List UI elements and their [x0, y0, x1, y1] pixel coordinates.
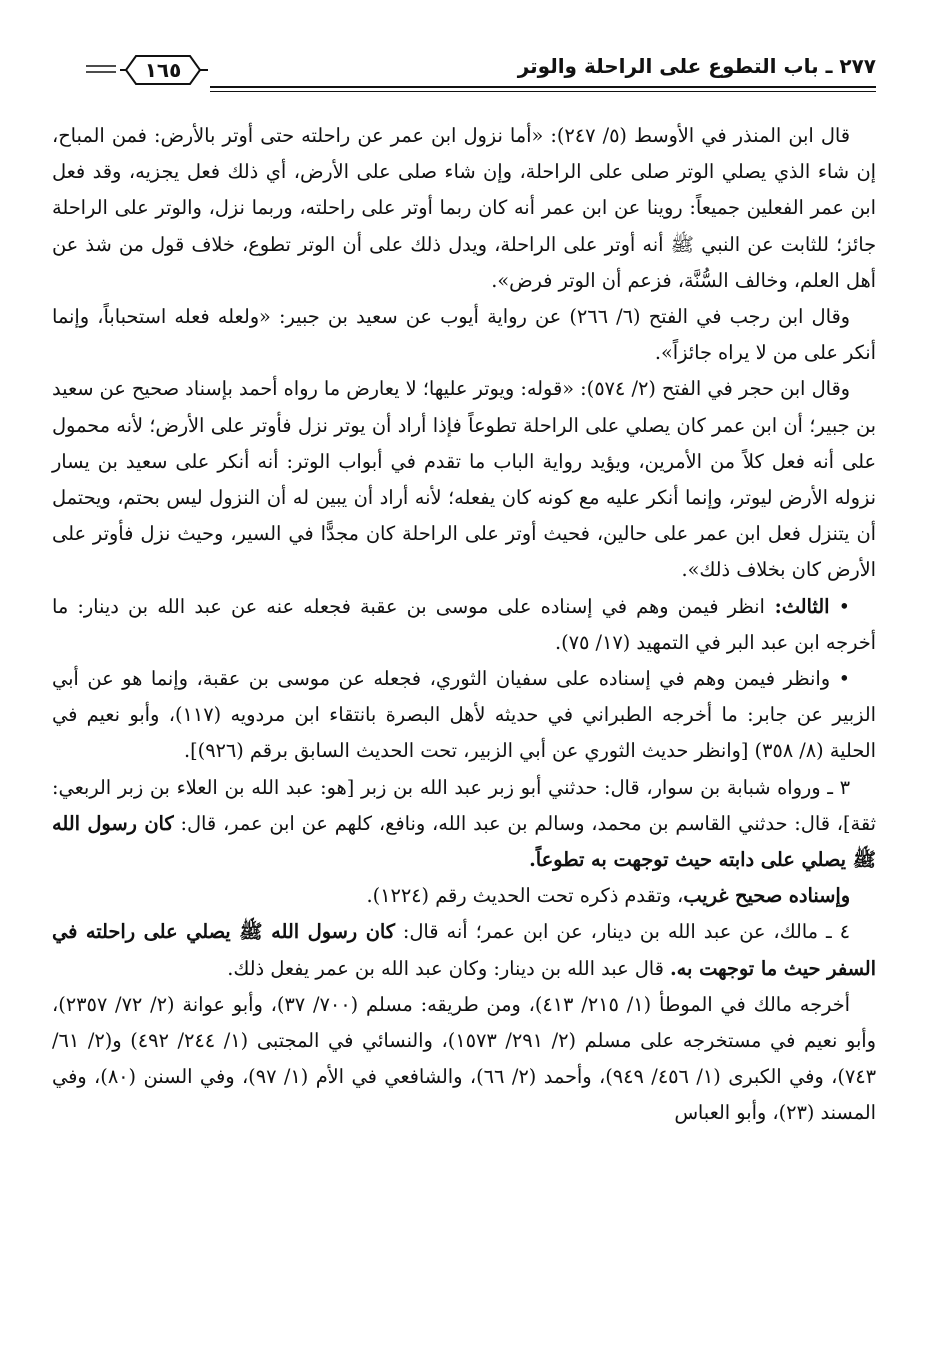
header-rule-thin	[210, 91, 876, 92]
text-run: •	[829, 594, 850, 618]
text-run: أخرجه مالك في الموطأ (١/ ٢١٥/ ٤١٣)، ومن طريقه: مسلم (٧٠٠/ ٣٧)، وأبو عوانة (٢/ ٧٢/ ٢٣٥٧)، وأبو نعيم في مستخرجه على مسلم (٢/ ٢٩١/ ١٥٧٣)، والنسائي في المجتبى (١/ ٢٤٤/ ٤٩٢) و(٢/ ٦١/ ٧٤٣)، وفي الكبرى (١/ ٤٥٦/ ٩٤٩)، وأحمد (٢/ ٦٦)، والشافعي في الأم (١/ ٩٧)، وفي السنن (٨٠)، وفي المسند (٢٣)، وأبو العباس	[52, 992, 876, 1125]
paragraph	[52, 987, 876, 1132]
text-run: ٤ ـ مالك، عن عبد الله بن دينار، عن ابن عمر؛ أنه قال:	[394, 920, 850, 944]
text-run: قال ابن المنذر في الأوسط (٥/ ٢٤٧): «أما نزول ابن عمر عن راحلته حتى أوتر بالأرض: فمن المباح، إن شاء الذي يصلي الوتر صلى على الراحلة، وإن شاء صلى على الأرض، أي ذلك فعل يجزيه، وقد فعل ابن عمر الفعلين جميعاً: روينا عن ابن عمر أنه كان ربما أوتر على راحلته، وربما نزل، والوتر على الراحلة جائز؛ للثابت عن النبي ﷺ أنه أوتر على الراحلة، ويدل ذلك على أن الوتر تطوع، خلاف قول من شذ عن أهل العلم، وخالف السُّنَّة، فزعم أن الوتر فرض».	[52, 124, 876, 292]
paragraph	[52, 118, 876, 299]
text-run: ، وتقدم ذكره تحت الحديث رقم (١٢٢٤).	[366, 884, 684, 908]
page-header	[90, 52, 876, 96]
chapter-title: ٢٧٧ ـ باب التطوع على الراحلة والوتر	[517, 54, 876, 78]
text-run: ٣ ـ ورواه شبابة بن سوار، قال: حدثني أبو زبر عبد الله بن زبر [هو: عبد الله بن العلاء بن زبر الربعي: ثقة]، قال: حدثني القاسم بن محمد، وسالم بن عبد الله، ونافع، كلهم عن ابن عمر، قال:	[52, 775, 876, 835]
main-text	[52, 118, 876, 1132]
paragraph	[52, 770, 876, 879]
paragraph	[52, 371, 876, 588]
paragraph	[52, 914, 876, 986]
paragraph	[52, 589, 876, 661]
paragraph	[52, 878, 876, 914]
text-run: قال عبد الله بن دينار: وكان عبد الله بن عمر يفعل ذلك.	[227, 956, 670, 980]
text-run: انظر فيمن وهم في إسناده على موسى بن عقبة فجعله عنه عن عبد الله بن دينار: ما أخرجه ابن عبد البر في التمهيد (١٧/ ٧٥).	[52, 594, 876, 654]
page-number-frame	[118, 52, 208, 88]
text-run: وقال ابن رجب في الفتح (٦/ ٢٦٦) عن رواية أيوب عن سعيد بن جبير: «ولعله فعله استحباباً، وإنما أنكر على من لا يراه جائزاً».	[52, 305, 876, 365]
paragraph	[52, 661, 876, 770]
ornament-lines-icon	[86, 64, 116, 74]
paragraph	[52, 299, 876, 371]
bold-text: الثالث:	[764, 594, 830, 618]
bold-text: كان رسول الله ﷺ يصلي على دابته حيث توجهت به تطوعاً.	[52, 811, 876, 872]
text-run: وقال ابن حجر في الفتح (٢/ ٥٧٤): «قوله: ويوتر عليها؛ لا يعارض ما رواه أحمد بإسناد صحيح عن سعيد بن جبير؛ أن ابن عمر كان يصلي على الراحلة تطوعاً فإذا أراد أن يوتر نزل فأوتر على الأرض؛ لأنه محمول على أنه فعل كلاً من الأمرين، ويؤيد رواية الباب ما تقدم في أبواب الوتر: أنه أنكر على سعيد بن يسار نزوله الأرض ليوتر، وإنما أنكر عليه مع كونه كان يفعله؛ لأنه أراد أن يبين له أن النزول ليس بحتم، ويحتمل أن يتنزل فعل ابن عمر على حالين، فحيث أوتر على الراحلة كان مجدًّا في السير، وحيث نزل فأوتر على الأرض كان بخلاف ذلك».	[52, 377, 876, 582]
bold-text: كان رسول الله ﷺ يصلي على راحلته في السفر حيث ما توجهت به.	[52, 920, 876, 980]
text-run: • وانظر فيمن وهم في إسناده على سفيان الثوري، فجعله عن موسى بن عقبة، وإنما هو عن أبي الزبير عن جابر: ما أخرجه الطبراني في حديثه لأهل البصرة بانتقاء ابن مردويه (١١٧)، وأبو نعيم في الحلية (٨/ ٣٥٨) [وانظر حديث الثوري عن أبي الزبير، تحت الحديث السابق برقم (٩٢٦)].	[52, 667, 877, 763]
page-number: ١٦٥	[144, 58, 182, 82]
header-rule	[210, 86, 876, 88]
bold-text: وإسناده صحيح غريب	[683, 884, 850, 908]
